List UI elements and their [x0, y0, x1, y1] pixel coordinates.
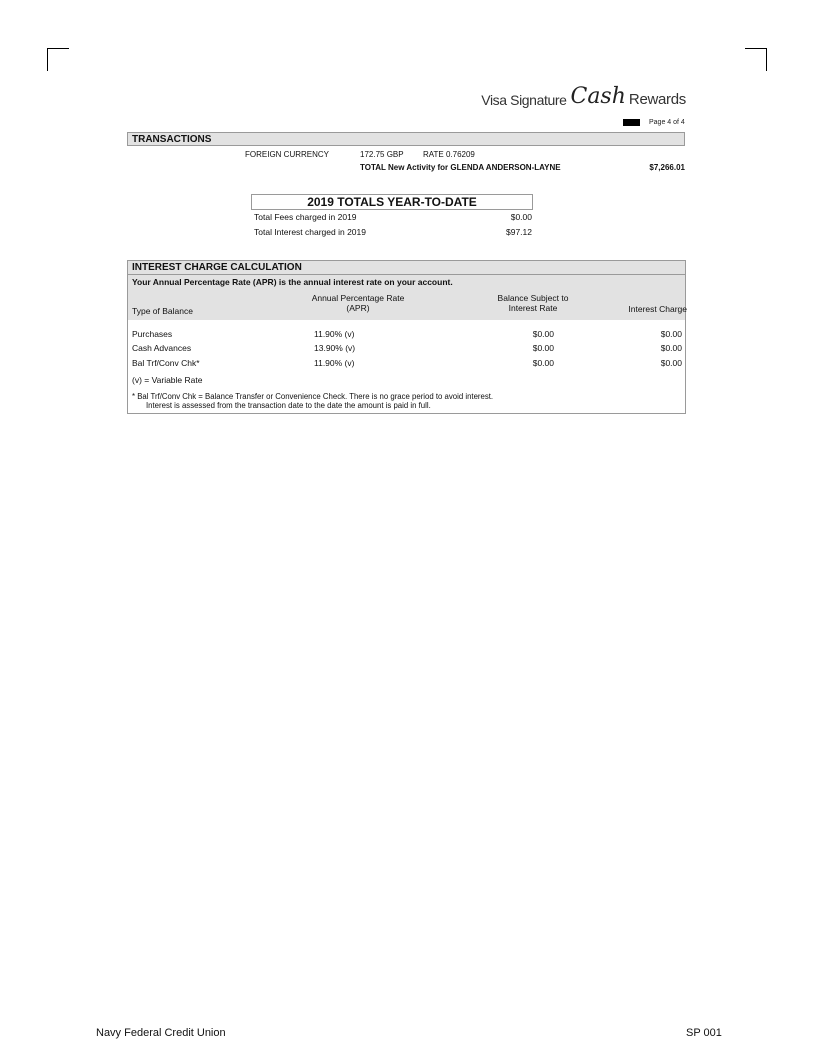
- transactions-header: TRANSACTIONS: [127, 132, 685, 146]
- crop-mark-top-left: [47, 48, 69, 71]
- footnote-line1: * Bal Trf/Conv Chk = Balance Transfer or Convenience Check. There is no grace period to avoid interest.: [132, 392, 494, 401]
- col-type-of-balance: Type of Balance: [132, 306, 193, 316]
- exchange-rate: RATE 0.76209: [423, 150, 475, 159]
- variable-rate-note: (v) = Variable Rate: [132, 375, 203, 385]
- col-balance-line2: Interest Rate: [508, 303, 558, 313]
- ytd-row-fees: [254, 212, 532, 222]
- row-purchases-apr: 11.90% (v): [314, 329, 355, 339]
- ytd-row-interest: [254, 227, 532, 237]
- brand-visa-text: Visa Signature: [481, 92, 567, 108]
- page-number: Page 4 of 4: [649, 119, 685, 126]
- interest-title: INTEREST CHARGE CALCULATION: [128, 261, 685, 275]
- interest-charge-table: [127, 260, 686, 414]
- ytd-fees-value: $0.00: [510, 212, 532, 222]
- total-activity-amount: $7,266.01: [649, 163, 685, 172]
- row-bal-trf-charge: $0.00: [660, 358, 682, 368]
- ytd-interest-value: $97.12: [506, 227, 532, 237]
- col-apr-line2: (APR): [346, 303, 370, 313]
- foreign-amount: 172.75 GBP: [360, 150, 404, 159]
- crop-mark-top-right: [745, 48, 767, 71]
- col-interest-charge: Interest Charge: [628, 304, 687, 314]
- ytd-title: 2019 TOTALS YEAR-TO-DATE: [251, 194, 533, 210]
- brand-cash-script: Cash: [570, 84, 626, 109]
- row-bal-trf-type: Bal Trf/Conv Chk*: [132, 358, 200, 368]
- column-header-row: [128, 289, 685, 320]
- col-apr-line1: Annual Percentage Rate: [311, 293, 405, 303]
- footnote-line2: Interest is assessed from the transaction date to the date the amount is paid in full.: [146, 401, 431, 410]
- col-balance-subject: [468, 293, 598, 313]
- redaction-block: [623, 119, 640, 126]
- row-cash-advances-apr: 13.90% (v): [314, 343, 356, 353]
- brand-logo: [481, 86, 686, 108]
- row-bal-trf-apr: 11.90% (v): [314, 358, 355, 368]
- row-purchases-balance: $0.00: [532, 329, 554, 339]
- col-apr: [278, 293, 438, 313]
- total-activity-label: TOTAL New Activity for GLENDA ANDERSON-LAYNE: [360, 163, 561, 172]
- row-cash-advances-balance: $0.00: [532, 343, 554, 353]
- row-purchases-charge: $0.00: [660, 329, 682, 339]
- ytd-fees-label: Total Fees charged in 2019: [254, 212, 357, 222]
- row-cash-advances-type: Cash Advances: [132, 343, 192, 353]
- brand-rewards-text: Rewards: [628, 91, 686, 108]
- col-balance-line1: Balance Subject to: [497, 293, 569, 303]
- footer-code: SP 001: [686, 1027, 722, 1039]
- ytd-interest-label: Total Interest charged in 2019: [254, 227, 366, 237]
- footer-institution: Navy Federal Credit Union: [96, 1027, 226, 1039]
- foreign-currency-label: FOREIGN CURRENCY: [245, 150, 330, 159]
- row-cash-advances-charge: $0.00: [660, 343, 682, 353]
- interest-subtitle: Your Annual Percentage Rate (APR) is the annual interest rate on your account.: [128, 275, 685, 289]
- row-bal-trf-balance: $0.00: [532, 358, 554, 368]
- row-purchases-type: Purchases: [132, 329, 173, 339]
